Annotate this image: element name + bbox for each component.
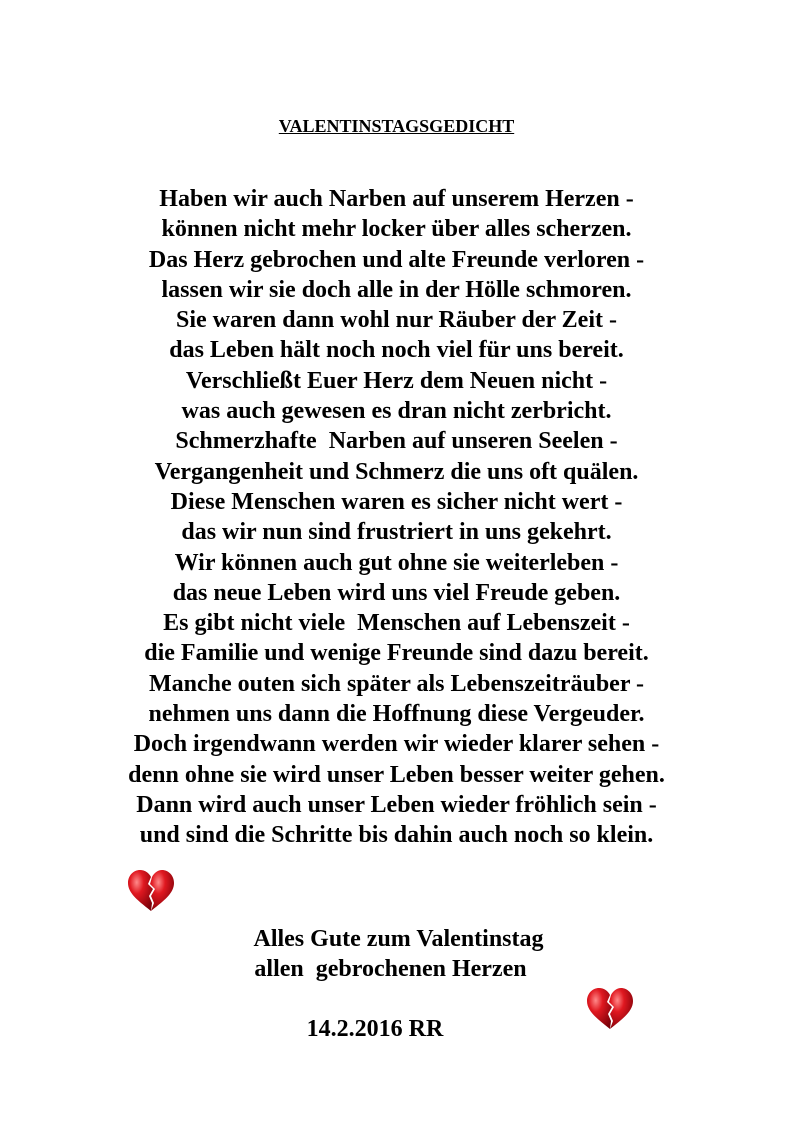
poem-line: was auch gewesen es dran nicht zerbricht.: [181, 398, 612, 425]
poem-line: das Leben hält noch noch viel für uns bereit.: [169, 337, 624, 364]
poem-line: Verschließt Euer Herz dem Neuen nicht -: [185, 367, 608, 394]
closing-greeting: Alles Gute zum Valentinstag: [253, 926, 544, 952]
closing-dedication: allen gebrochenen Herzen: [254, 956, 527, 982]
poem-line: Manche outen sich später als Lebenszeiträuber -: [148, 670, 645, 697]
poem-line: Vergangenheit und Schmerz die uns oft quälen.: [154, 458, 639, 485]
poem-line: Dann wird auch unser Leben wieder fröhlich sein -: [136, 791, 657, 818]
poem-body: [0, 184, 793, 851]
poem-line: das neue Leben wird uns viel Freude geben.: [172, 579, 621, 606]
broken-heart-icon: [126, 869, 176, 913]
poem-line: Das Herz gebrochen und alte Freunde verloren -: [148, 246, 645, 273]
poem-line: denn ohne sie wird unser Leben besser weiter gehen.: [128, 761, 665, 788]
poem-line: die Familie und wenige Freunde sind dazu bereit.: [144, 640, 649, 667]
poem-line: Diese Menschen waren es sicher nicht wert -: [170, 488, 623, 515]
poem-line: Schmerzhafte Narben auf unseren Seelen -: [175, 428, 618, 455]
poem-line: Haben wir auch Narben auf unserem Herzen -: [159, 186, 634, 212]
poem-line: Wir können auch gut ohne sie weiterleben -: [174, 549, 619, 576]
poem-line: und sind die Schritte bis dahin auch noch so klein.: [139, 822, 654, 849]
poem-line: Es gibt nicht viele Menschen auf Lebenszeit -: [163, 610, 630, 637]
poem-line: nehmen uns dann die Hoffnung diese Vergeuder.: [148, 701, 645, 728]
poem-line: Doch irgendwann werden wir wieder klarer sehen -: [133, 731, 660, 758]
poem-line: lassen wir sie doch alle in der Hölle schmoren.: [161, 276, 632, 303]
poem-line: Sie waren dann wohl nur Räuber der Zeit -: [176, 307, 617, 334]
poem-line: können nicht mehr locker über alles scherzen.: [161, 216, 632, 243]
poem-line: das wir nun sind frustriert in uns gekehrt.: [181, 519, 612, 546]
signature-date: 14.2.2016 RR: [306, 1016, 444, 1042]
poem-title: VALENTINSTAGSGEDICHT: [278, 116, 515, 136]
